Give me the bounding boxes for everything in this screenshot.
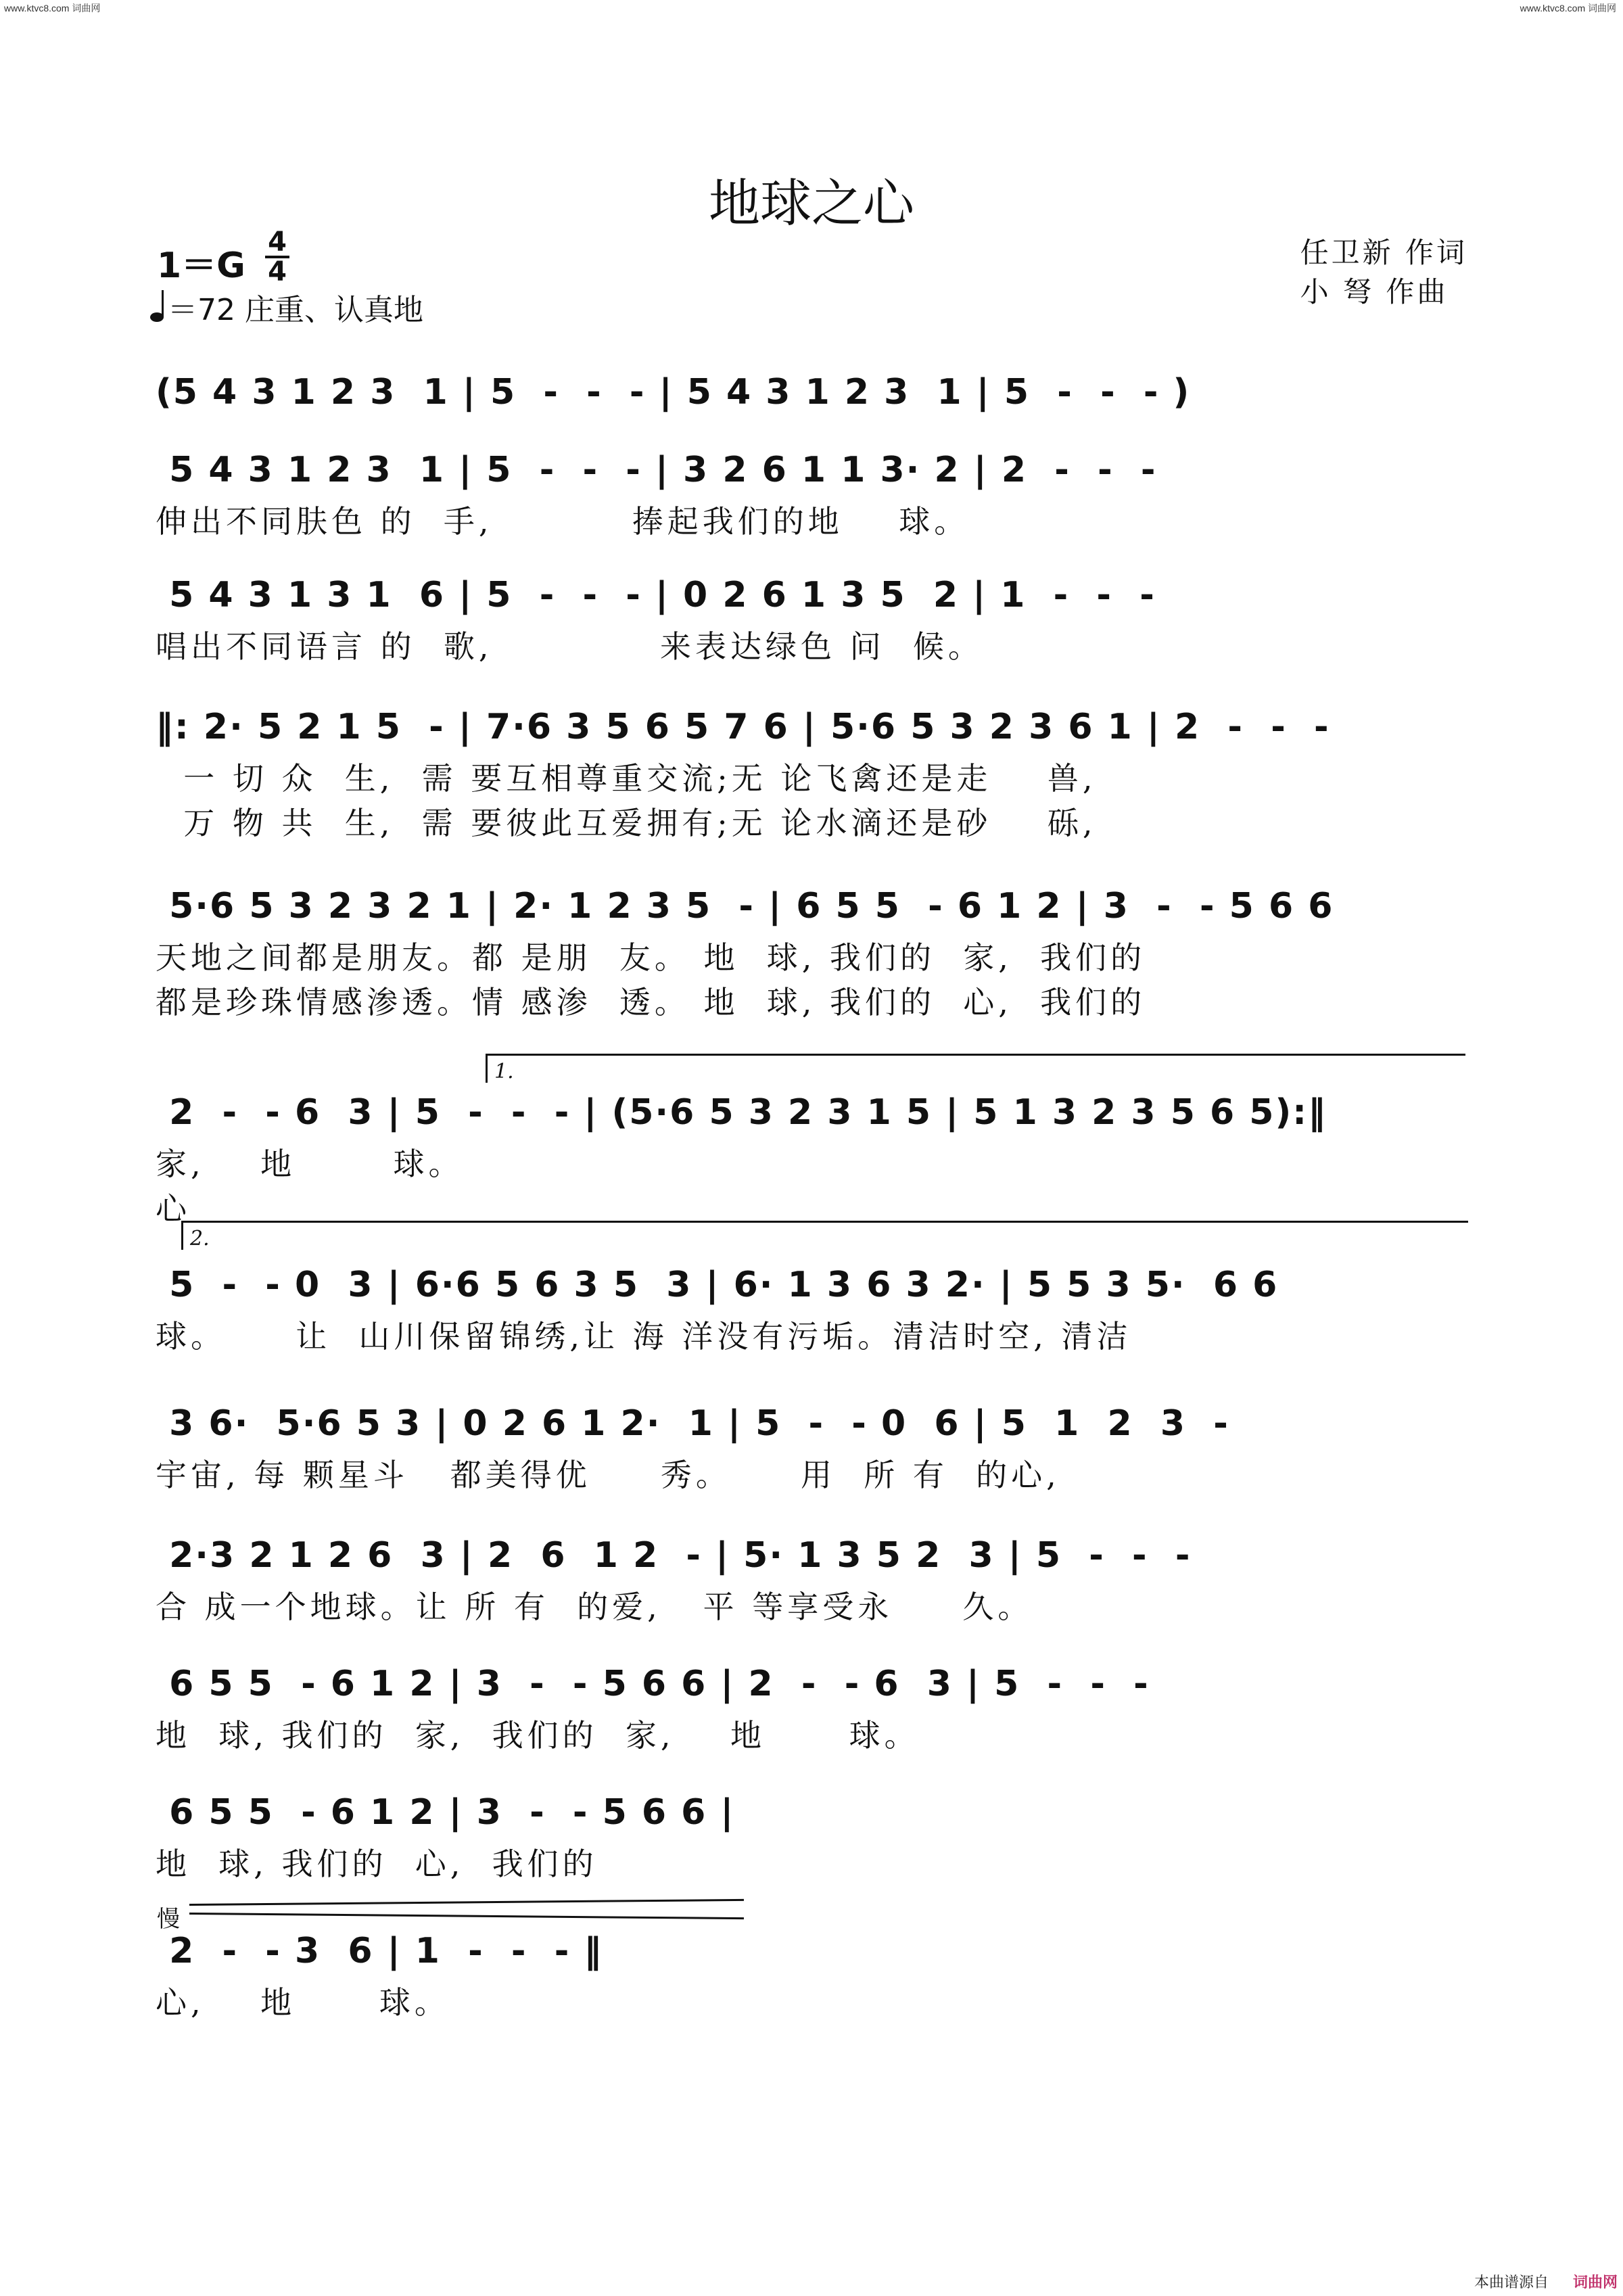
first-ending-label: 1. <box>494 1060 514 1083</box>
notes-row: 6 5 5 - 6 1 2 | 3 - - 5 6 6 | <box>156 1792 735 1833</box>
second-ending-label: 2. <box>190 1227 210 1250</box>
key-signature: 1＝G <box>157 245 245 286</box>
lyric-line-1: 一 切 众 生, 需 要互相尊重交流;无 论飞禽还是走 兽, <box>156 760 1097 797</box>
lyric-line: 地 球, 我们的 心, 我们的 <box>156 1846 598 1882</box>
notes-row: 2 - - 6 3 | 5 - - - | (5·6 5 3 2 3 1 5 | 5 1 3 2 3 5 6 5):‖ <box>156 1092 1327 1133</box>
time-signature-top: 4 <box>268 227 287 258</box>
system-8 <box>156 1403 1474 1495</box>
system-2 <box>156 450 1474 542</box>
system-5 <box>156 886 1474 1023</box>
notes-row: (5 4 3 1 2 3 1 | 5 - - - | 5 4 3 1 2 3 1 | 5 - - - ) <box>156 372 1191 413</box>
lyric-line-2: 都是珍珠情感渗透。情 感渗 透。 地 球, 我们的 心, 我们的 <box>156 984 1146 1021</box>
top-right-url: www.ktvc8.com 词曲网 <box>1520 3 1616 14</box>
system-1 <box>156 372 1474 413</box>
notes-row: 5 4 3 1 2 3 1 | 5 - - - | 3 2 6 1 1 3· 2 | 2 - - - <box>156 450 1157 490</box>
second-ending-bracket <box>181 1221 1468 1250</box>
lyric-line: 宇宙, 每 颗星斗 都美得优 秀。 用 所 有 的心, <box>156 1457 1060 1493</box>
tempo-slow-mark: 慢 <box>157 1906 180 1933</box>
footer-source-note: 本曲谱源自 <box>1474 2274 1549 2291</box>
system-6 <box>156 1092 1474 1229</box>
time-signature <box>265 229 289 285</box>
notes-row: 2·3 2 1 2 6 3 | 2 6 1 2 - | 5· 1 3 5 2 3 | 5 - - - <box>156 1535 1192 1576</box>
system-11 <box>156 1792 1474 1884</box>
top-left-url: www.ktvc8.com 词曲网 <box>4 3 101 14</box>
notes-row: ‖: 2· 5 2 1 5 - | 7·6 3 5 6 5 7 6 | 5·6 5 3 2 3 6 1 | 2 - - - <box>156 707 1330 747</box>
notes-row: 3 6· 5·6 5 3 | 0 2 6 1 2· 1 | 5 - - 0 6 | 5 1 2 3 - <box>156 1403 1229 1444</box>
decrescendo-upper <box>189 1899 744 1906</box>
system-12 <box>156 1931 1474 2023</box>
system-9 <box>156 1535 1474 1627</box>
system-4 <box>156 707 1474 843</box>
decrescendo-lower <box>189 1913 744 1919</box>
system-7 <box>156 1265 1474 1357</box>
notes-row: 5·6 5 3 2 3 2 1 | 2· 1 2 3 5 - | 6 5 5 - 6 1 2 | 3 - - 5 6 6 <box>156 886 1334 927</box>
credits <box>1300 233 1467 312</box>
lyric-line: 心, 地 球。 <box>156 1984 450 2021</box>
lyric-line: 合 成一个地球。让 所 有 的爱, 平 等享受永 久。 <box>156 1589 1033 1625</box>
lyricist: 任卫新 作词 <box>1300 236 1467 269</box>
footer-logo: 词曲网 <box>1572 2274 1618 2291</box>
song-title: 地球之心 <box>709 173 914 233</box>
lyric-line: 球。 让 山川保留锦绣,让 海 洋没有污垢。清洁时空, 清洁 <box>156 1318 1132 1355</box>
tempo-value: ＝72 <box>168 293 235 327</box>
lyric-line: 地 球, 我们的 家, 我们的 家, 地 球。 <box>156 1717 920 1754</box>
notes-row: 6 5 5 - 6 1 2 | 3 - - 5 6 6 | 2 - - 6 3 | 5 - - - <box>156 1664 1150 1704</box>
lyric-line: 唱出不同语言 的 歌, 来表达绿色 问 候。 <box>156 628 983 665</box>
lyric-line-2: 万 物 共 生, 需 要彼此互爱拥有;无 论水滴还是砂 砾, <box>156 805 1097 841</box>
lyric-line-2: 心 <box>156 1190 191 1227</box>
lyric-line-1: 天地之间都是朋友。都 是朋 友。 地 球, 我们的 家, 我们的 <box>156 939 1146 976</box>
system-10 <box>156 1664 1474 1756</box>
system-3 <box>156 575 1474 667</box>
composer: 小 弩 作曲 <box>1300 275 1449 308</box>
tempo-marking <box>150 285 423 329</box>
time-signature-bottom: 4 <box>268 256 287 287</box>
tempo-expression: 庄重、认真地 <box>245 293 423 327</box>
lyric-line-1: 家, 地 球。 <box>156 1146 464 1182</box>
quarter-note-icon <box>150 289 168 327</box>
notes-row: 2 - - 3 6 | 1 - - - ‖ <box>156 1931 603 1971</box>
first-ending-bracket <box>486 1054 1465 1083</box>
notes-row: 5 - - 0 3 | 6·6 5 6 3 5 3 | 6· 1 3 6 3 2· | 5 5 3 5· 6 6 <box>156 1265 1279 1305</box>
notes-row: 5 4 3 1 3 1 6 | 5 - - - | 0 2 6 1 3 5 2 | 1 - - - <box>156 575 1156 615</box>
lyric-line: 伸出不同肤色 的 手, 捧起我们的地 球。 <box>156 503 970 540</box>
